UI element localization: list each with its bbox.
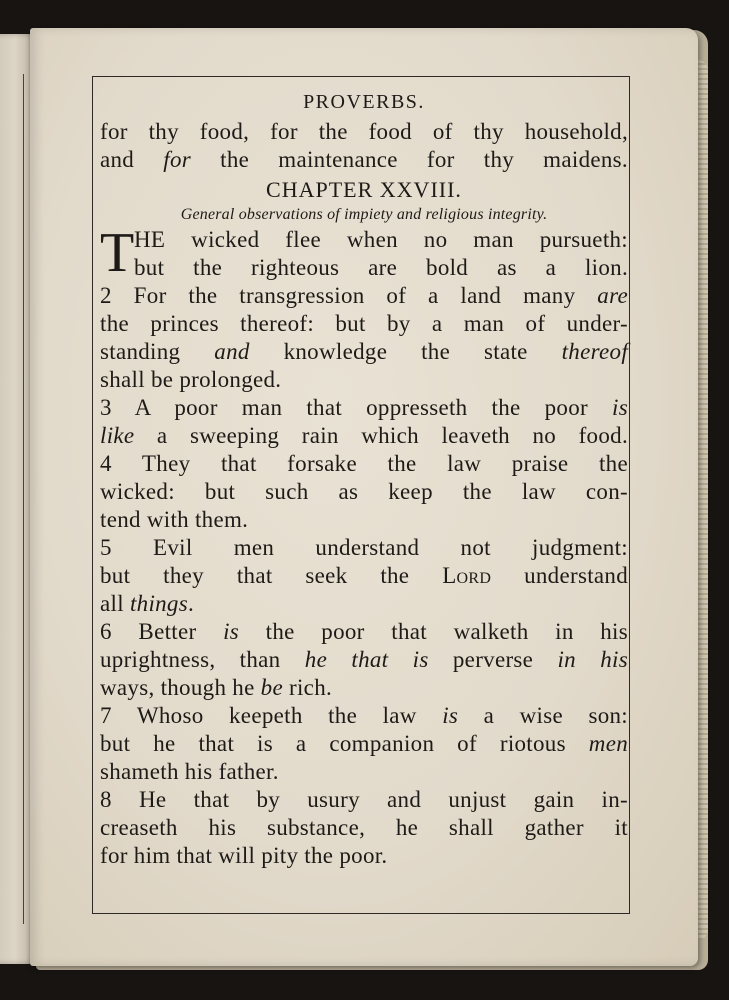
verse-5-line-2: but they that seek the Lord understand [100, 563, 629, 588]
verse-6 [100, 618, 628, 702]
verse-5 [100, 534, 628, 618]
verse-2-line-3: standing and knowledge the state thereof [100, 339, 629, 364]
verse-7-line-2: but he that is a companion of riotous men [100, 731, 628, 756]
verse-4-line-2: wicked: but such as keep the law con- [100, 479, 628, 504]
verse-8 [100, 786, 628, 870]
carryover-line-2: and for the maintenance for thy maidens. [100, 147, 628, 172]
verse-6-line-2: uprightness, than he that is perverse in his [100, 647, 628, 672]
verse-7 [100, 702, 628, 786]
verse-7-line-3: shameth his father. [100, 759, 279, 784]
book-page [30, 28, 698, 966]
chapter-title: CHAPTER XXVIII. [266, 177, 462, 202]
page-text [100, 88, 628, 870]
verse-6-line-3: ways, though he be rich. [100, 675, 333, 700]
chapter-summary: General observations of impiety and religious integrity. [180, 206, 548, 223]
verse-1 [100, 222, 628, 284]
verse-8-line-1: 8 He that by usury and unjust gain in- [100, 787, 628, 812]
verse-2-line-2: the princes thereof: but by a man of under- [100, 311, 628, 336]
carryover-line-1: for thy food, for the food of thy household, [100, 119, 628, 144]
facing-page-edge [0, 34, 34, 964]
verse-5-line-1: 5 Evil men understand not judgment: [100, 535, 628, 560]
verse-7-line-1: 7 Whoso keepeth the law is a wise son: [100, 703, 628, 728]
drop-cap: T [100, 222, 135, 284]
verse-4 [100, 450, 628, 534]
verse-5-line-3: all things. [100, 591, 195, 616]
verse-2-line-1: 2 For the transgression of a land many are [100, 283, 628, 308]
verse-8-line-3: for him that will pity the poor. [100, 843, 388, 868]
verse-3-line-1: 3 A poor man that oppresseth the poor is [100, 395, 628, 420]
facing-page-rule [23, 74, 24, 924]
verse-4-line-3: tend with them. [100, 507, 249, 532]
verse-2 [100, 282, 628, 394]
verse-3 [100, 394, 628, 450]
verse-1-line-2: but the righteous are bold as a lion. [134, 255, 628, 280]
verse-3-line-2: like a sweeping rain which leaveth no food. [100, 423, 628, 448]
verse-6-line-1: 6 Better is the poor that walketh in his [100, 619, 628, 644]
verse-2-line-4: shall be prolonged. [100, 367, 282, 392]
verse-1-line-1: HE wicked flee when no man pursueth: [134, 227, 628, 252]
verse-8-line-2: creaseth his substance, he shall gather it [100, 815, 628, 840]
running-head: PROVERBS. [303, 91, 425, 113]
verse-4-line-1: 4 They that forsake the law praise the [100, 451, 628, 476]
